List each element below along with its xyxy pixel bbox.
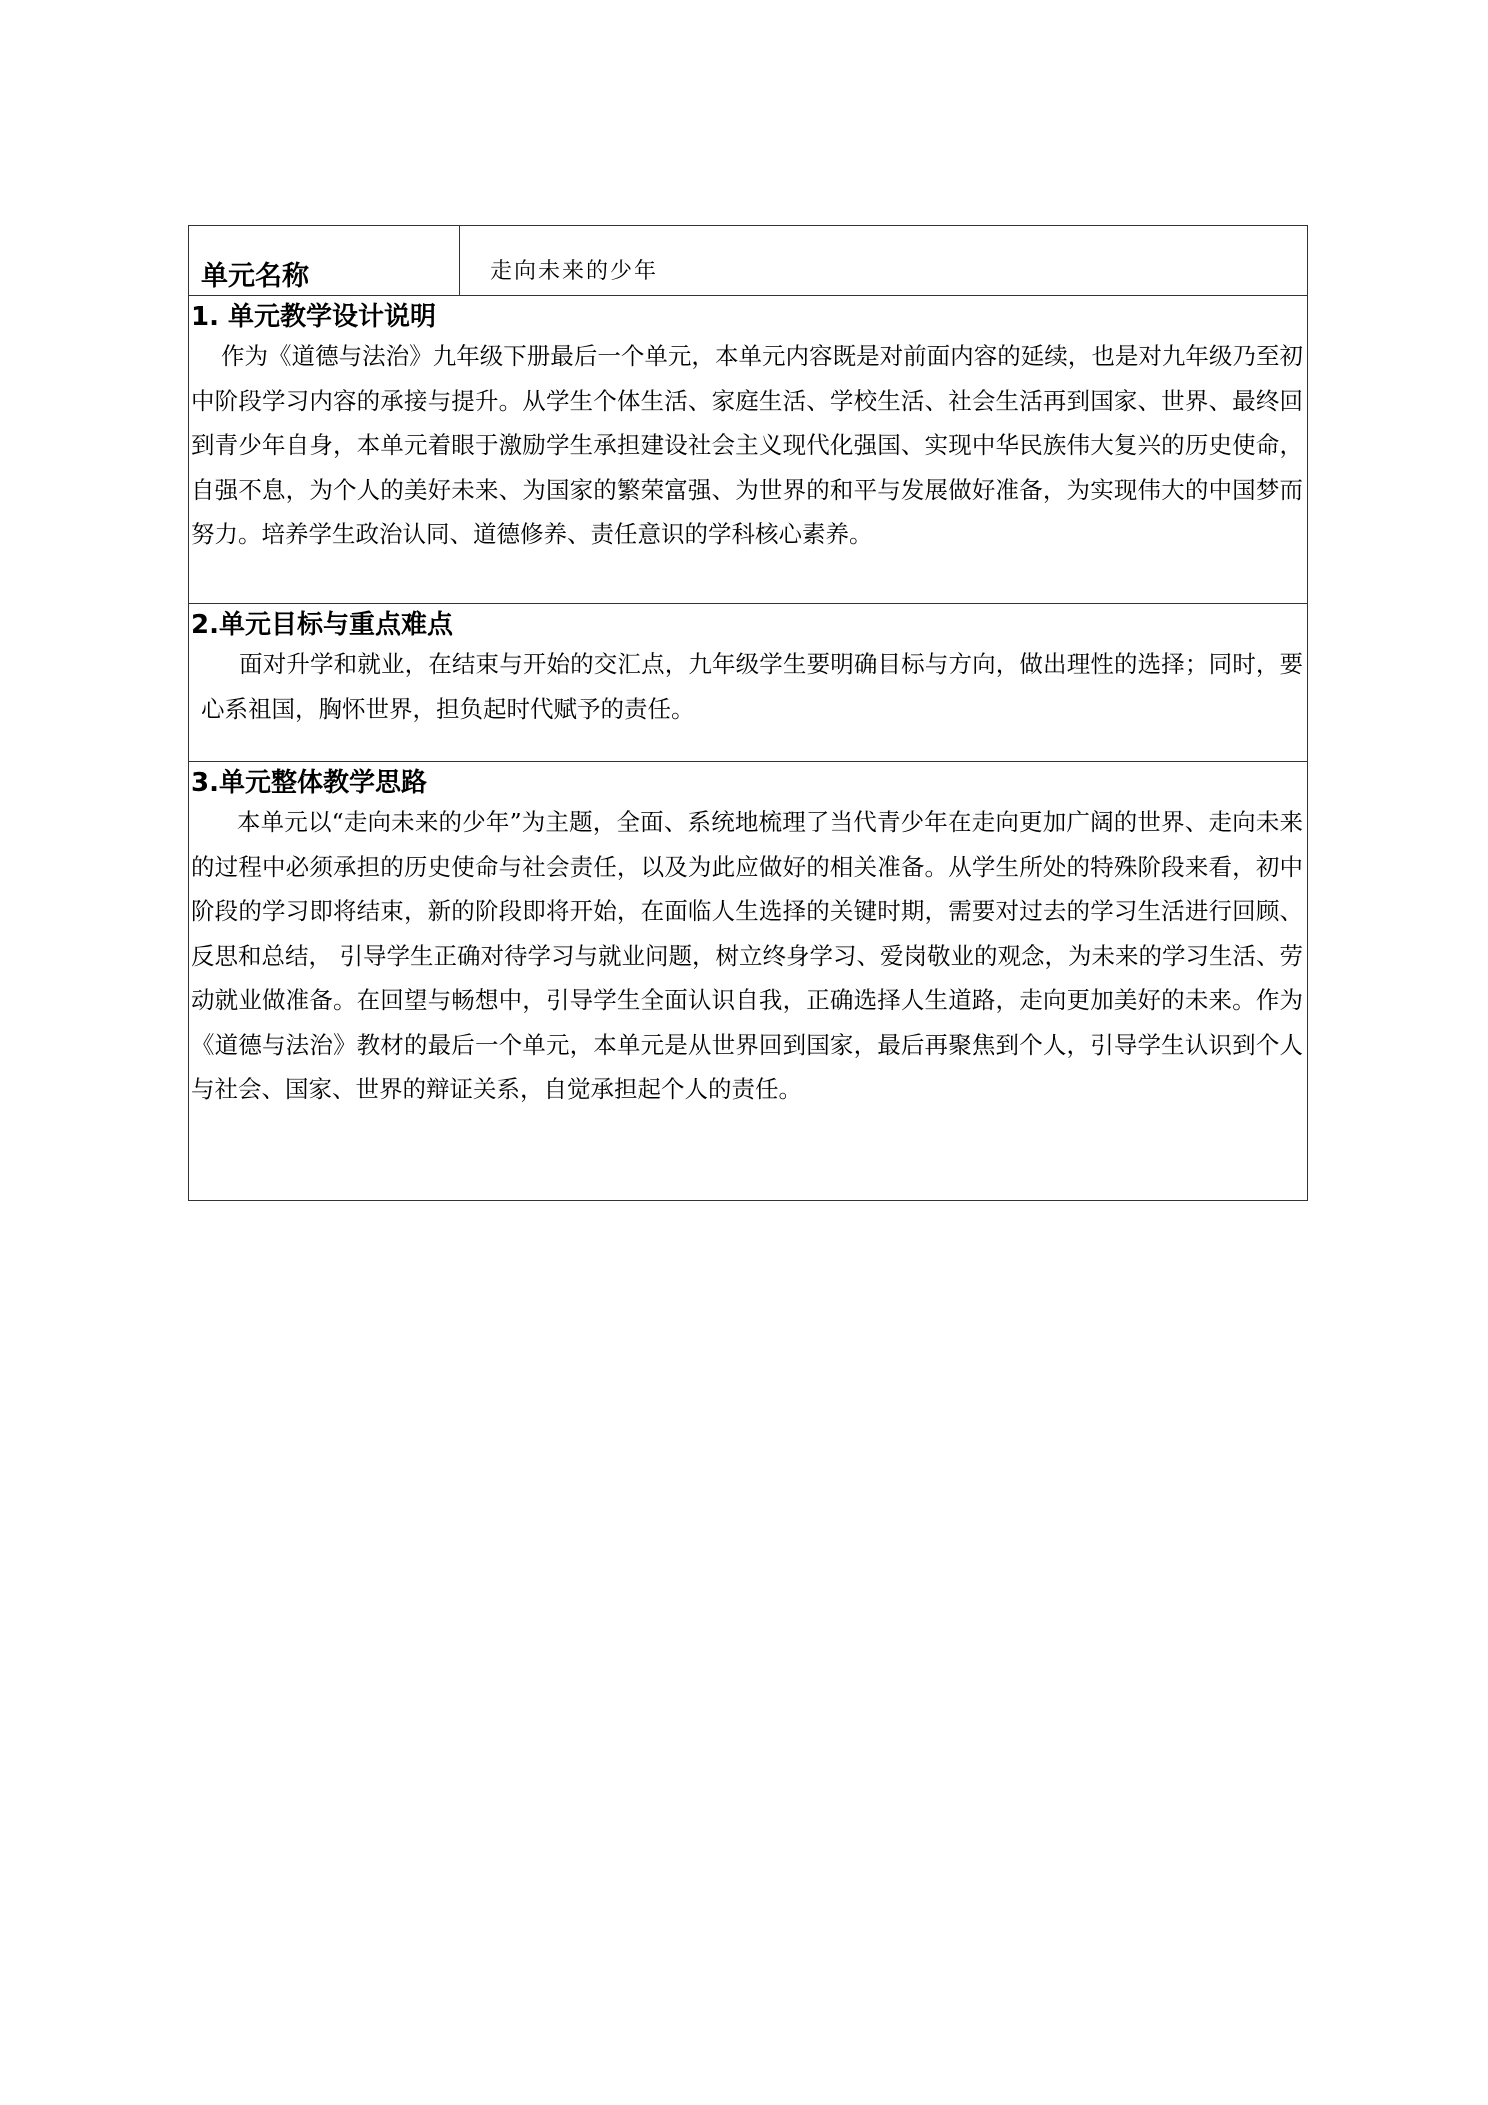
section-title: 2.单元目标与重点难点 [191, 610, 453, 640]
unit-name-row [189, 226, 1307, 296]
unit-design-table [188, 225, 1308, 1201]
section-title: 3.单元整体教学思路 [191, 768, 427, 798]
section-body: 本单元以“走向未来的少年”为主题，全面、系统地梳理了当代青少年在走向更加广阔的世界、走向未来的过程中必须承担的历史使命与社会责任，以及为此应做好的相关准备。从学生所处的特殊阶段来看，初中阶段的学习即将结束，新的阶段即将开始，在面临人生选择的关键时期，需要对过去的学习生活进行回顾、反思和总结， 引导学生正确对待学习与就业问题，树立终身学习、爱岗敬业的观念，为未来的学习生活、劳动就业做准备。在回望与畅想中，引导学生全面认识自我，正确选择人生道路，走向更加美好的未来。作为《道德与法治》教材的最后一个单元，本单元是从世界回到国家，最后再聚焦到个人，引导学生认识到个人与社会、国家、世界的辩证关系，自觉承担起个人的责任。 [191, 808, 1303, 1103]
unit-name-label: 单元名称 [189, 226, 460, 295]
section-body: 面对升学和就业，在结束与开始的交汇点，九年级学生要明确目标与方向，做出理性的选择；同时，要心系祖国，胸怀世界，担负起时代赋予的责任。 [201, 650, 1304, 723]
section-title: 1. 单元教学设计说明 [191, 302, 437, 332]
section-design-description [189, 296, 1307, 604]
section-teaching-approach [189, 762, 1307, 1200]
unit-name-value: 走向未来的少年 [490, 259, 659, 284]
section-body: 作为《道德与法治》九年级下册最后一个单元，本单元内容既是对前面内容的延续，也是对九年级乃至初中阶段学习内容的承接与提升。从学生个体生活、家庭生活、学校生活、社会生活再到国家、世界、最终回到青少年自身，本单元着眼于激励学生承担建设社会主义现代化强国、实现中华民族伟大复兴的历史使命，自强不息，为个人的美好未来、为国家的繁荣富强、为世界的和平与发展做好准备，为实现伟大的中国梦而努力。培养学生政治认同、道德修养、责任意识的学科核心素养。 [191, 342, 1304, 548]
section-goals [189, 604, 1307, 762]
